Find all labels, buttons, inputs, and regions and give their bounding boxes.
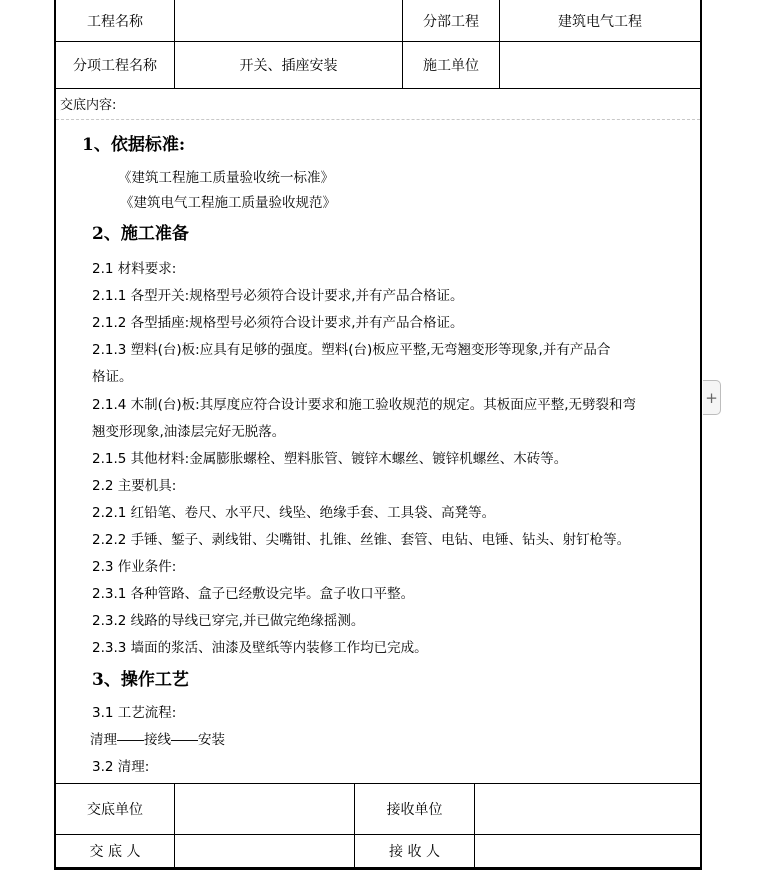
text-line: 格证。 — [92, 369, 133, 385]
section-3-title: 3、操作工艺 — [92, 670, 189, 690]
text-line: 2.1 材料要求: — [92, 261, 177, 277]
text-line: 2.3.3 墙面的浆活、油漆及壁纸等内装修工作均已完成。 — [92, 640, 428, 656]
project-name-value[interactable] — [175, 0, 402, 41]
project-name-label: 工程名称 — [87, 13, 143, 30]
issuer-unit-value[interactable] — [175, 784, 354, 834]
text-line: 2.3.1 各种管路、盒子已经敷设完毕。盒子收口平整。 — [92, 586, 415, 602]
disclosure-form — [54, 0, 702, 870]
row-divider — [56, 88, 700, 89]
text-line: 2.3.2 线路的导线已穿完,并已做完绝缘摇测。 — [92, 613, 365, 629]
text-line: 2.1.3 塑料(台)板:应具有足够的强度。塑料(台)板应平整,无弯翘变形等现象,并有产品合 — [92, 342, 611, 358]
division-value[interactable]: 建筑电气工程 — [558, 13, 642, 30]
process-flow: 清理――接线――安装 — [90, 732, 225, 748]
section-1-title: 1、依据标准: — [82, 135, 186, 155]
standard-item: 《建筑工程施工质量验收统一标准》 — [118, 170, 334, 186]
issuer-person-label: 交 底 人 — [89, 844, 141, 860]
text-line: 2.1.5 其他材料:金属膨胀螺栓、塑料胀管、镀锌木螺丝、镀锌机螺丝、木砖等。 — [92, 451, 568, 467]
standard-item: 《建筑电气工程施工质量验收规范》 — [120, 195, 336, 211]
add-row-button[interactable] — [703, 380, 721, 415]
receiver-person-label: 接 收 人 — [389, 844, 440, 860]
text-line: 2.1.2 各型插座:规格型号必须符合设计要求,并有产品合格证。 — [92, 315, 464, 331]
content-label: 交底内容: — [60, 98, 117, 113]
receiver-unit-label: 接收单位 — [386, 802, 443, 818]
text-line: 2.2.1 红铅笔、卷尺、水平尺、线坠、绝缘手套、工具袋、高凳等。 — [92, 505, 496, 521]
plus-icon: + — [705, 388, 718, 407]
text-line: 3.2 清理: — [92, 759, 150, 775]
text-line: 3.1 工艺流程: — [92, 705, 177, 721]
subitem-value[interactable]: 开关、插座安装 — [239, 58, 338, 74]
text-line: 2.2 主要机具: — [92, 478, 177, 494]
subitem-label: 分项工程名称 — [73, 58, 157, 74]
text-line: 2.1.4 木制(台)板:其厚度应符合设计要求和施工验收规范的规定。其板面应平整,无劈裂和弯 — [92, 397, 637, 413]
text-line: 2.3 作业条件: — [92, 559, 177, 575]
text-line: 2.1.1 各型开关:规格型号必须符合设计要求,并有产品合格证。 — [92, 288, 464, 304]
text-line: 翘变形现象,油漆层完好无脱落。 — [92, 424, 286, 440]
text-line: 2.2.2 手锤、錾子、剥线钳、尖嘴钳、扎锥、丝锥、套管、电钻、电锤、钻头、射钉枪等。 — [92, 532, 631, 548]
issuer-person-value[interactable] — [175, 835, 354, 867]
receiver-unit-value[interactable] — [475, 784, 700, 834]
dashed-divider — [56, 119, 700, 120]
contractor-value[interactable] — [500, 42, 700, 88]
issuer-unit-label: 交底单位 — [87, 802, 143, 818]
receiver-person-value[interactable] — [475, 835, 700, 867]
contractor-label: 施工单位 — [423, 58, 479, 74]
division-label: 分部工程 — [423, 13, 479, 30]
section-2-title: 2、施工准备 — [92, 224, 189, 244]
